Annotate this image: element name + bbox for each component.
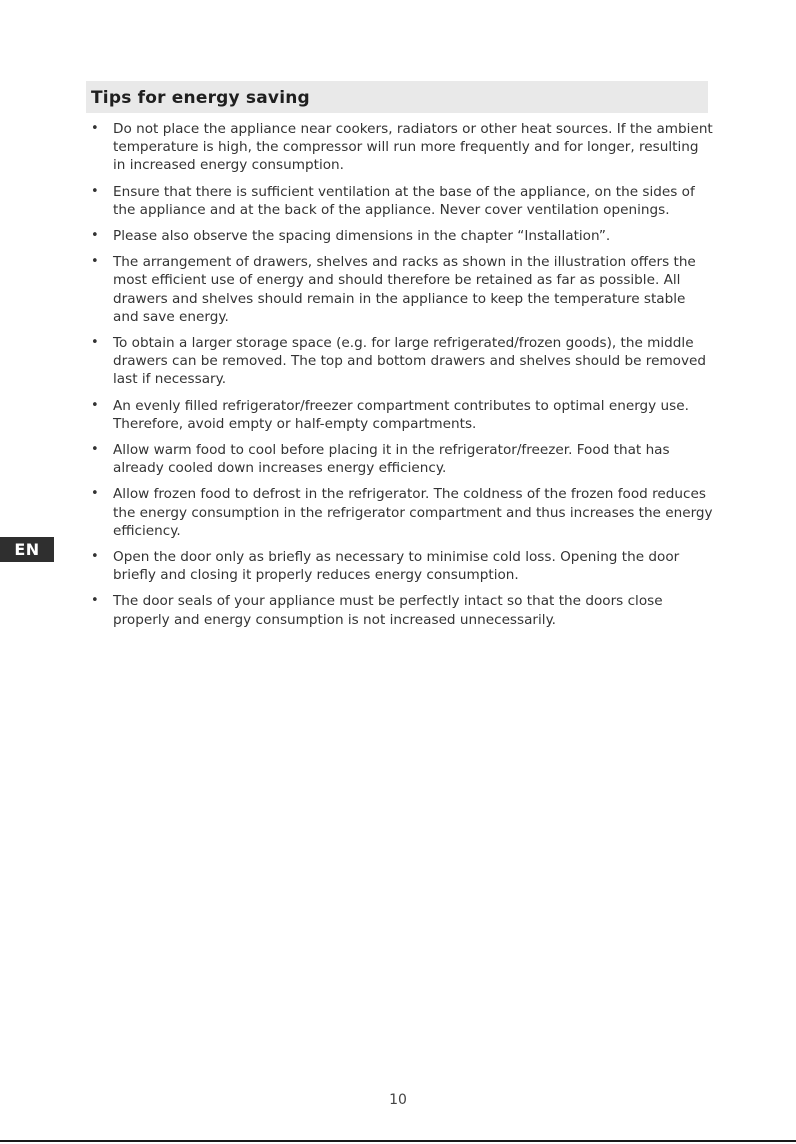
list-item — [91, 441, 713, 477]
bullet-icon: • — [91, 183, 99, 199]
bullet-icon: • — [91, 593, 99, 609]
bullet-icon: • — [91, 228, 99, 244]
tip-text: Do not place the appliance near cookers, radiators or other heat sources. If the ambient temperature is high, the compressor will run more frequently and for longer, resulting in increased energy consumption. — [113, 121, 713, 174]
list-item — [91, 183, 713, 219]
section-header — [86, 81, 708, 113]
list-item — [91, 548, 713, 584]
tip-text: Allow frozen food to defrost in the refrigerator. The coldness of the frozen food reduces the energy consumption in the refrigerator compartment and thus increases the energy efficiency. — [113, 486, 713, 539]
list-item — [91, 334, 713, 389]
tip-text: Open the door only as briefly as necessary to minimise cold loss. Opening the door briefly and closing it properly reduces energy consumption. — [113, 549, 680, 584]
tip-text: The door seals of your appliance must be perfectly intact so that the doors close properly and energy consumption is not increased unnecessarily. — [113, 593, 663, 628]
tip-text: To obtain a larger storage space (e.g. for large refrigerated/frozen goods), the middle drawers can be removed. The top and bottom drawers and shelves should be removed last if necessary. — [113, 335, 707, 388]
tip-text: Ensure that there is sufficient ventilation at the base of the appliance, on the sides of the appliance and at the back of the appliance. Never cover ventilation openings. — [113, 183, 695, 218]
bullet-icon: • — [91, 335, 99, 351]
list-item — [91, 227, 713, 245]
page-number: 10 — [389, 1092, 407, 1108]
bullet-icon: • — [91, 121, 99, 136]
list-item — [91, 120, 713, 175]
bottom-divider — [0, 1140, 796, 1142]
section-title: Tips for energy saving — [91, 88, 310, 108]
tip-text: An evenly filled refrigerator/freezer compartment contributes to optimal energy use. Therefore, avoid empty or half-empty compartments. — [113, 397, 689, 432]
tip-text: Allow warm food to cool before placing it in the refrigerator/freezer. Food that has already cooled down increases energy efficiency. — [113, 442, 670, 477]
language-tab: EN — [0, 537, 54, 562]
tips-list — [91, 120, 713, 637]
bullet-icon: • — [91, 397, 99, 413]
tip-text: The arrangement of drawers, shelves and racks as shown in the illustration offers the most efficient use of energy and should therefore be retained as far as possible. All drawers and shelves should remain in the appliance to keep the temperature stable and save energy. — [113, 254, 696, 325]
tip-text: Please also observe the spacing dimensions in the chapter “Installation”. — [113, 228, 611, 245]
list-item — [91, 253, 713, 326]
bullet-icon: • — [91, 486, 99, 502]
bullet-icon: • — [91, 549, 99, 565]
list-item — [91, 485, 713, 540]
list-item — [91, 397, 713, 433]
bullet-icon: • — [91, 254, 99, 270]
list-item — [91, 592, 713, 628]
bullet-icon: • — [91, 442, 99, 458]
